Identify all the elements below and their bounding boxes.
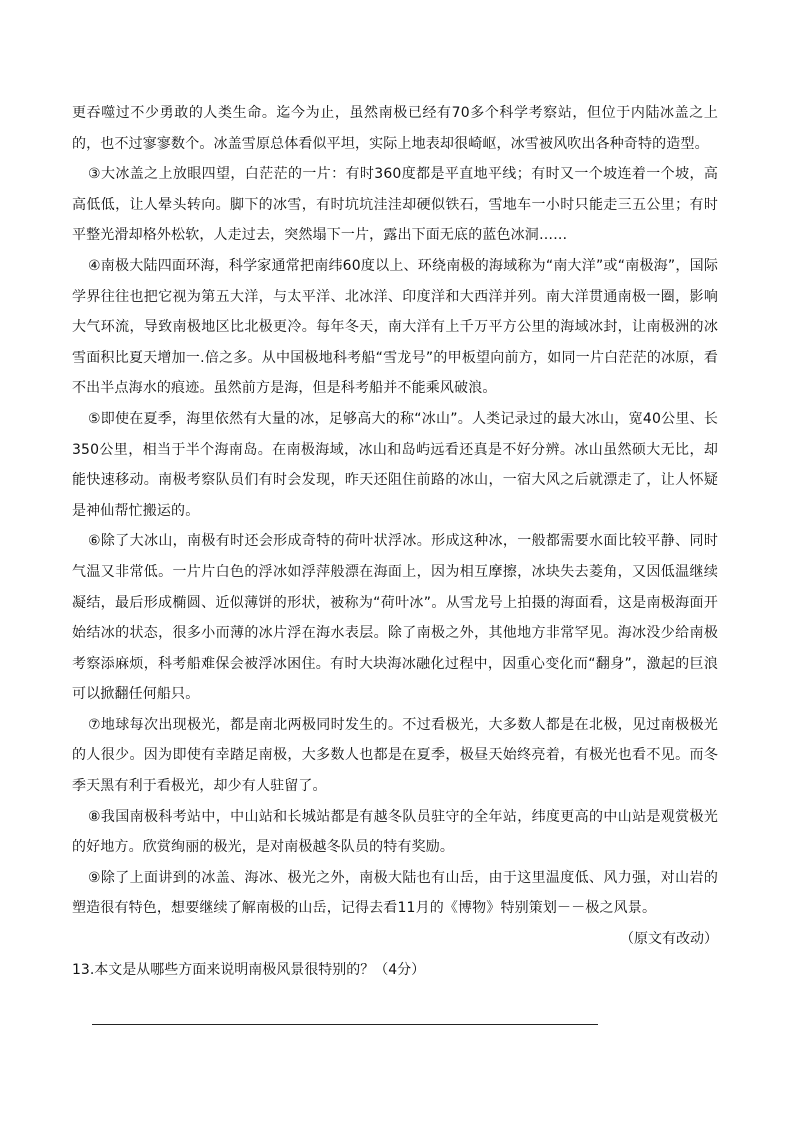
paragraph-7: ⑦地球每次出现极光，都是南北两极同时发生的。不过看极光，大多数人都是在北极，见过南极极光的人很少。因为即使有幸踏足南极，大多数人也都是在夏季，极昼天始终亮着，有极光也看不见。而冬季天黑有利于看极光，却少有人驻留了。	[72, 716, 718, 795]
paragraph-intro: 更吞噬过不少勇敢的人类生命。迄今为止，虽然南极已经有70多个科学考察站，但位于内陆冰盖之上的，也不过寥寥数个。冰盖雪原总体看似平坦，实际上地表却很崎岖，冰雪被风吹出各种奇特的造型。	[72, 105, 718, 152]
paragraph-3: ③大冰盖之上放眼四望，白茫茫的一片：有时360度都是平直地平线；有时又一个坡连着一个坡，高高低低，让人晕头转向。脚下的冰雪，有时坑坑洼洼却硬似铁石，雪地车一小时只能走三五公里；有时平整光滑却格外松软，人走过去，突然塌下一片，露出下面无底的蓝色冰洞……	[72, 166, 718, 244]
paragraph-4: ④南极大陆四面环海，科学家通常把南纬60度以上、环绕南极的海域称为“南大洋”或“南极海”，国际学界往往也把它视为第五大洋，与太平洋、北冰洋、印度洋和大西洋并列。南大洋贯通南极一圈，影响大气环流，导致南极地区比北极更冷。每年冬天，南大洋有上千万平方公里的海域冰封，让南极洲的冰雪面积比夏天增加一.倍之多。从中国极地科考船“雪龙号”的甲板望向前方，如同一片白茫茫的冰原，看不出半点海水的痕迹。虽然前方是海，但是科考船并不能乘风破浪。	[72, 257, 718, 397]
paragraph-9: ⑨除了上面讲到的冰盖、海冰、极光之外，南极大陆也有山岳，由于这里温度低、风力强，对山岩的塑造很有特色，想要继续了解南极的山岳，记得去看11月的《博物》特别策划－－极之风景。	[72, 869, 718, 917]
source-note: （原文有改动）	[620, 931, 718, 948]
answer-line[interactable]	[92, 1024, 598, 1025]
question-13: 13.本文是从哪些方面来说明南极风景很特别的？（4分）	[72, 961, 426, 978]
paragraph-6: ⑥除了大冰山，南极有时还会形成奇特的荷叶状浮冰。形成这种冰，一般都需要水面比较平静、同时气温又非常低。一片片白色的浮冰如浮萍般漂在海面上，因为相互摩擦，冰块失去菱角，又因低温继续凝结，最后形成椭圆、近似薄饼的形状，被称为“荷叶冰”。从雪龙号上拍摄的海面看，这是南极海面开始结冰的状态，很多小而薄的冰片浮在海水表层。除了南极之外，其他地方非常罕见。海冰没少给南极考察添麻烦，科考船难保会被浮冰困住。有时大块海冰融化过程中，因重心变化而“翻身”，激起的巨浪可以掀翻任何船只。	[72, 533, 718, 703]
paragraph-8: ⑧我国南极科考站中，中山站和长城站都是有越冬队员驻守的全年站，纬度更高的中山站是观赏极光的好地方。欣赏绚丽的极光，是对南极越冬队员的特有奖励。	[72, 808, 718, 856]
article-page	[72, 98, 718, 985]
paragraph-5: ⑤即使在夏季，海里依然有大量的冰，足够高大的称“冰山”。人类记录过的最大冰山，宽40公里、长350公里，相当于半个海南岛。在南极海域，冰山和岛屿远看还真是不好分辨。冰山虽然硕大无比，却能快速移动。南极考察队员们有时会发现，昨天还阻住前路的冰山，一宿大风之后就漂走了，让人怀疑是神仙帮忙搬运的。	[72, 410, 718, 519]
